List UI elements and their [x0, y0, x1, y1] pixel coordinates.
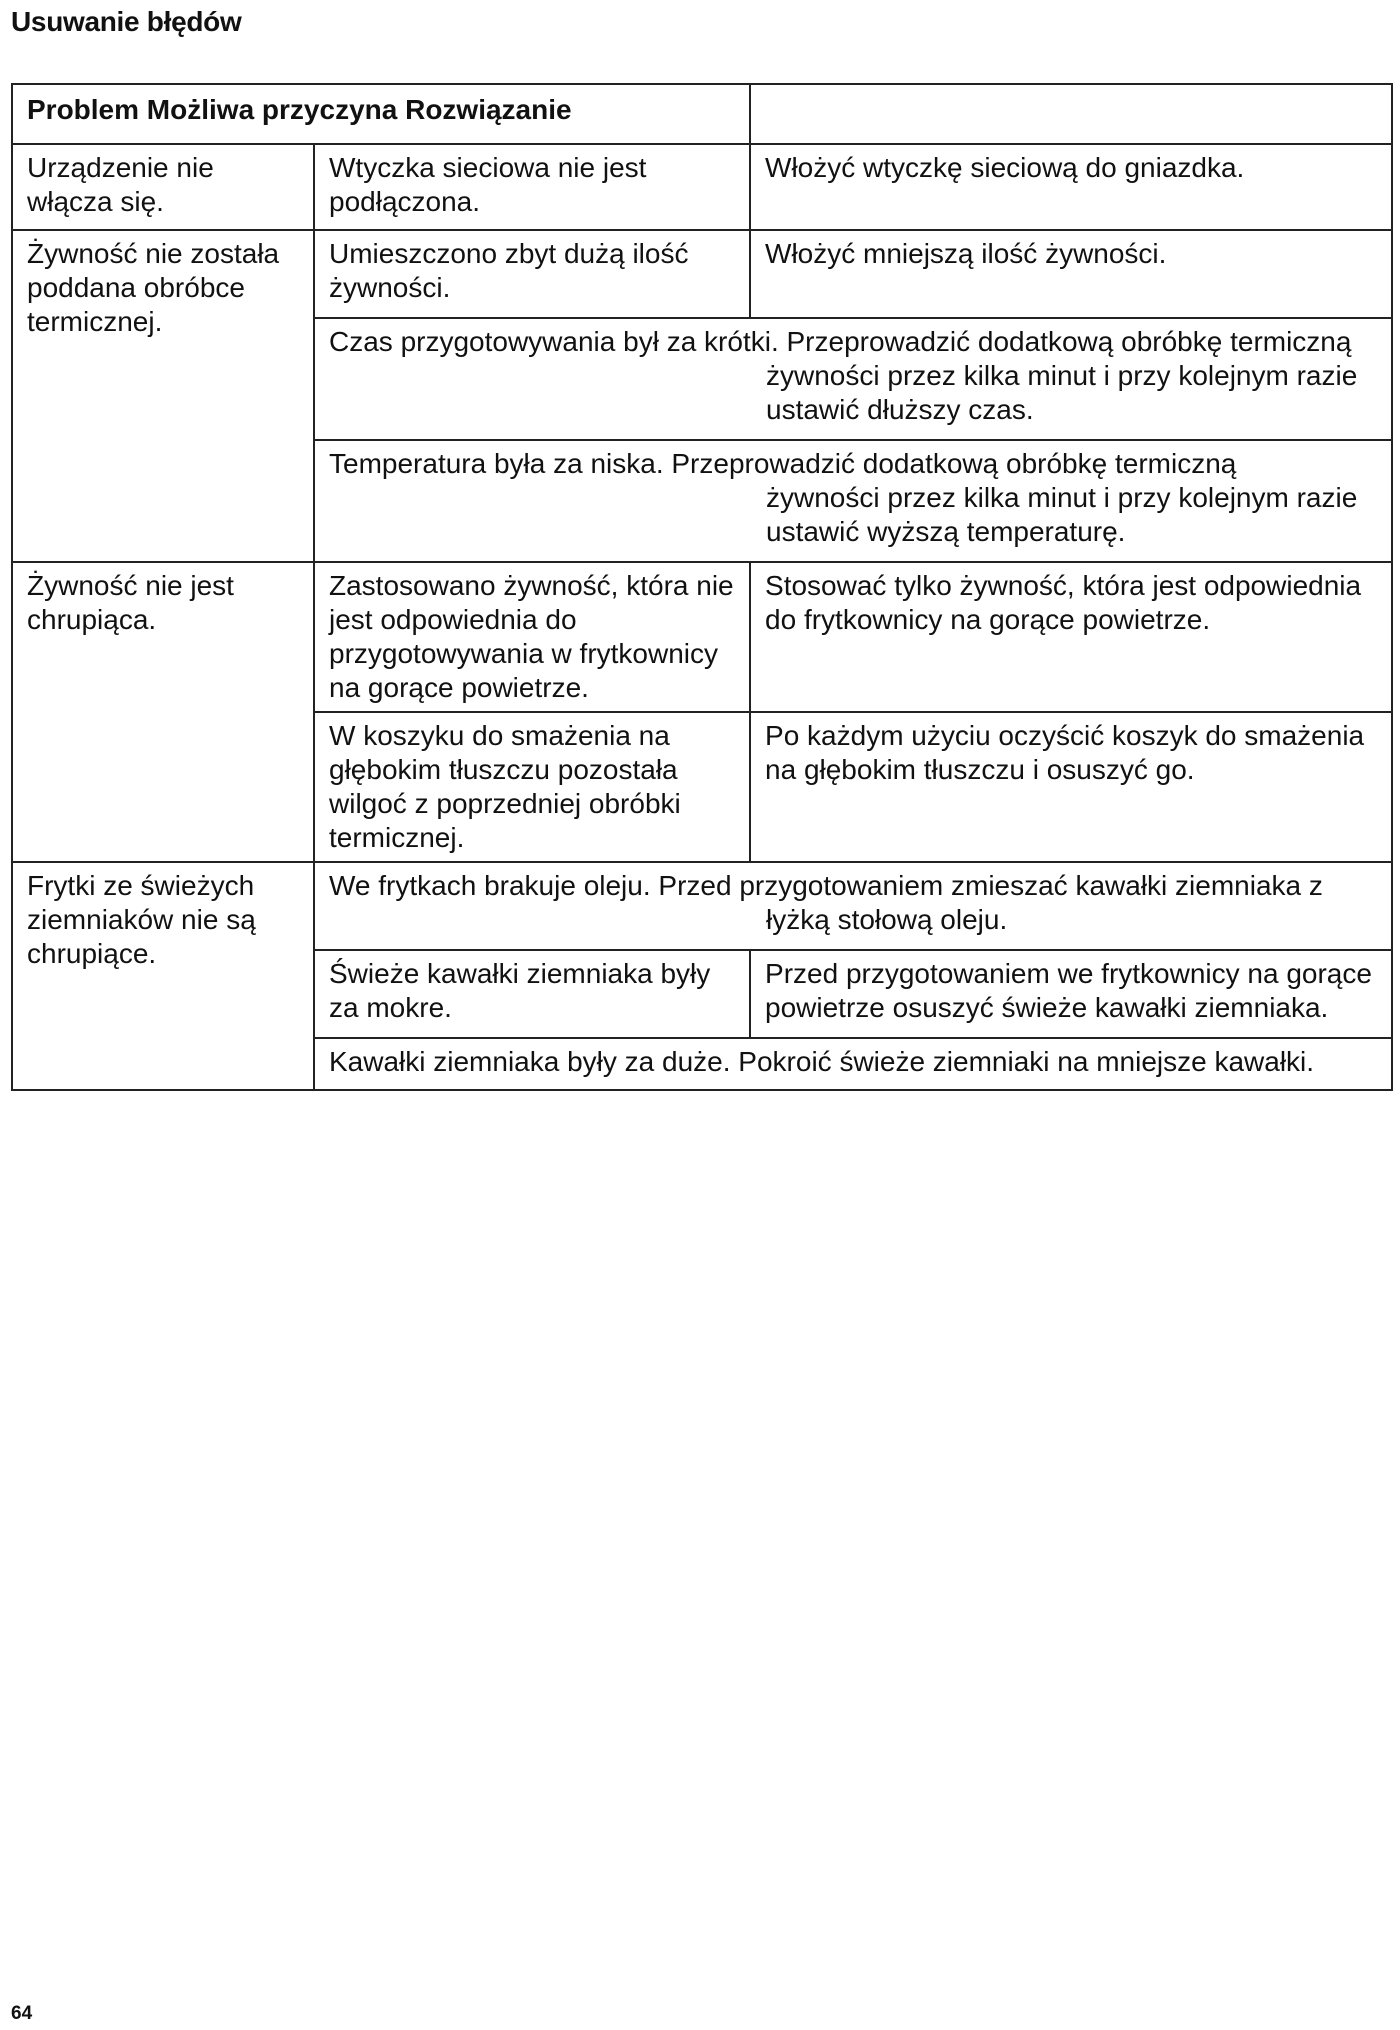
page-title: Usuwanie błędów — [11, 6, 242, 37]
table-header-text: Problem Możliwa przyczyna Rozwiązanie — [27, 94, 572, 125]
solution-cell: Włożyć mniejszą ilość żywności. — [750, 230, 1392, 318]
page-number: 64 — [11, 2003, 33, 2024]
table-header-row — [12, 84, 1392, 144]
table-header-empty-cell — [750, 84, 1392, 144]
cause-cell: Wtyczka sieciowa nie jest podłączona. — [314, 144, 750, 230]
problem-cell: Żywność nie została poddana obróbce termicznej. — [12, 230, 314, 562]
table-row — [12, 562, 1392, 712]
merged-cause-solution-cell — [314, 440, 1392, 562]
table-row — [12, 862, 1392, 950]
merged-row-continuation: żywności przez kilka minut i przy kolejnym razie ustawić dłuższy czas. — [766, 360, 1358, 425]
cause-cell: Zastosowano żywność, która nie jest odpowiednia do przygotowywania w frytkownicy na gorące powietrze. — [314, 562, 750, 712]
problem-cell: Urządzenie nie włącza się. — [12, 144, 314, 230]
merged-row-first-line: Kawałki ziemniaka były za duże. Pokroić świeże ziemniaki na mniejsze kawałki. — [329, 1046, 1315, 1077]
merged-row-continuation: łyżką stołową oleju. — [766, 904, 1008, 935]
table-row — [12, 144, 1392, 230]
solution-cell: Włożyć wtyczkę sieciową do gniazdka. — [750, 144, 1392, 230]
solution-cell: Po każdym użyciu oczyścić koszyk do smażenia na głębokim tłuszczu i osuszyć go. — [750, 712, 1392, 862]
merged-cause-solution-cell — [314, 862, 1392, 950]
solution-cell: Przed przygotowaniem we frytkownicy na gorące powietrze osuszyć świeże kawałki ziemniaka. — [750, 950, 1392, 1038]
merged-cause-solution-cell — [314, 318, 1392, 440]
solution-cell: Stosować tylko żywność, która jest odpowiednia do frytkownicy na gorące powietrze. — [750, 562, 1392, 712]
cause-cell: Umieszczono zbyt dużą ilość żywności. — [314, 230, 750, 318]
table-header-cell — [12, 84, 750, 144]
problem-cell: Frytki ze świeżych ziemniaków nie są chrupiące. — [12, 862, 314, 1090]
merged-row-continuation: żywności przez kilka minut i przy kolejnym razie ustawić wyższą temperaturę. — [766, 482, 1358, 547]
problem-cell: Żywność nie jest chrupiąca. — [12, 562, 314, 862]
merged-row-first-line: Czas przygotowywania był za krótki. Przeprowadzić dodatkową obróbkę termiczną — [329, 326, 1352, 357]
cause-cell: W koszyku do smażenia na głębokim tłuszczu pozostała wilgoć z poprzedniej obróbki termicznej. — [314, 712, 750, 862]
cause-cell: Świeże kawałki ziemniaka były za mokre. — [314, 950, 750, 1038]
table-row — [12, 230, 1392, 318]
merged-cause-solution-cell — [314, 1038, 1392, 1090]
merged-row-first-line: Temperatura była za niska. Przeprowadzić dodatkową obróbkę termiczną — [329, 448, 1237, 479]
merged-row-first-line: We frytkach brakuje oleju. Przed przygotowaniem zmieszać kawałki ziemniaka z — [329, 870, 1323, 901]
troubleshooting-table — [11, 83, 1393, 1091]
